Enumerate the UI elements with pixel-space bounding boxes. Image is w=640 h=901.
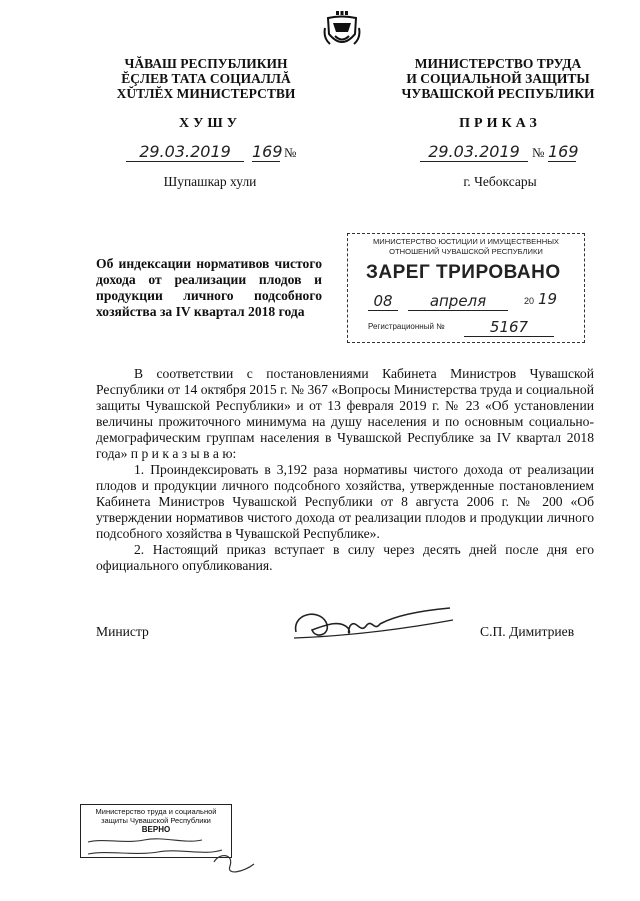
coat-of-arms-emblem bbox=[322, 10, 362, 52]
header-right-line-3: ЧУВАШСКОЙ РЕСПУБЛИКИ bbox=[401, 86, 595, 101]
registration-stamp bbox=[347, 233, 585, 343]
left-number: 169 bbox=[252, 142, 283, 161]
stamp-year-prefix: 20 bbox=[524, 296, 535, 306]
header-left-line-1: ЧĂВАШ РЕСПУБЛИКИН bbox=[124, 56, 288, 71]
copy-stamp-line-1: Министерство труда и социальной bbox=[95, 807, 217, 816]
header-left-block bbox=[96, 56, 316, 101]
stamp-reg-row bbox=[368, 318, 578, 336]
signatory-position: Министр bbox=[96, 624, 149, 639]
item-2-paragraph: 2. Настоящий приказ вступает в силу через десять дней после дня его официального опубликования. bbox=[96, 542, 594, 573]
signatory-name: С.П. Димитриев bbox=[480, 624, 575, 639]
copy-stamp-line-3: ВЕРНО bbox=[141, 825, 171, 834]
right-city: г. Чебоксары bbox=[463, 174, 537, 189]
left-no-sign: № bbox=[284, 145, 297, 160]
stamp-main: ЗАРЕГ ТРИРОВАНО bbox=[366, 262, 561, 283]
doc-type-left: ХУШУ bbox=[178, 116, 242, 131]
header-right-line-2: И СОЦИАЛЬНОЙ ЗАЩИТЫ bbox=[406, 71, 590, 86]
left-date-line bbox=[126, 140, 306, 160]
handwritten-signature bbox=[288, 600, 458, 650]
stamp-reg-number: 5167 bbox=[464, 318, 554, 337]
stamp-day: 08 bbox=[368, 292, 398, 311]
stamp-line-1: МИНИСТЕРСТВО ЮСТИЦИИ И ИМУЩЕСТВЕННЫХ bbox=[372, 237, 559, 246]
stamp-year-suffix: 19 bbox=[538, 290, 558, 308]
header-right-line-1: МИНИСТЕРСТВО ТРУДА bbox=[414, 56, 582, 71]
right-number: 169 bbox=[548, 142, 579, 161]
header-left-line-3: ХŬТЛĔХ МИНИСТЕРСТВИ bbox=[116, 86, 296, 101]
item-1-paragraph: 1. Проиндексировать в 3,192 раза нормативы чистого дохода от реализации плодов и продукции личного подсобного хозяйства, утвержденные постановлением Кабинета Министров Чувашской Республики от 8 августа 2006 г. № 200 «Об утверждении нормативов чистого дохода от реализации плодов и продукции личного подсобного хозяйства в Чувашской Республике». bbox=[96, 462, 594, 541]
copy-stamp-handwriting bbox=[84, 832, 260, 882]
right-no-sign: № bbox=[532, 145, 545, 160]
preamble-paragraph: В соответствии с постановлениями Кабинета Министров Чувашской Республики от 14 октября 2015 г. № 367 «Вопросы Министерства труда и социальной защиты Чувашской Республики» и от 13 февраля 2019 г. № 23 «Об установлении величины прожиточного минимума на душу населения и по основным социально-демографическим группам населения в Чувашской Республике за IV квартал 2018 года» п р и к а з ы в а ю: bbox=[96, 366, 594, 461]
copy-stamp-line-2: защиты Чувашской Республики bbox=[101, 816, 211, 825]
header-left-line-2: ĔÇЛЕВ ТАТА СОЦИАЛЛĂ bbox=[121, 71, 291, 86]
left-city: Шупашкар хули bbox=[163, 174, 257, 189]
doc-type-right: ПРИКАЗ bbox=[459, 116, 541, 131]
right-date-line bbox=[420, 140, 600, 160]
right-date: 29.03.2019 bbox=[420, 142, 528, 162]
subject-title: Об индексации нормативов чистого дохода от реализации плодов и продукции личного подсобного хозяйства за IV квартал 2018 года bbox=[96, 256, 322, 319]
stamp-month: апреля bbox=[408, 292, 508, 311]
order-body bbox=[96, 366, 594, 574]
header-right-block bbox=[388, 56, 608, 101]
stamp-reg-label: Регистрационный № bbox=[368, 322, 445, 331]
left-date: 29.03.2019 bbox=[126, 142, 244, 162]
stamp-date-row bbox=[368, 290, 578, 312]
stamp-line-2: ОТНОШЕНИЙ ЧУВАШСКОЙ РЕСПУБЛИКИ bbox=[389, 247, 543, 256]
